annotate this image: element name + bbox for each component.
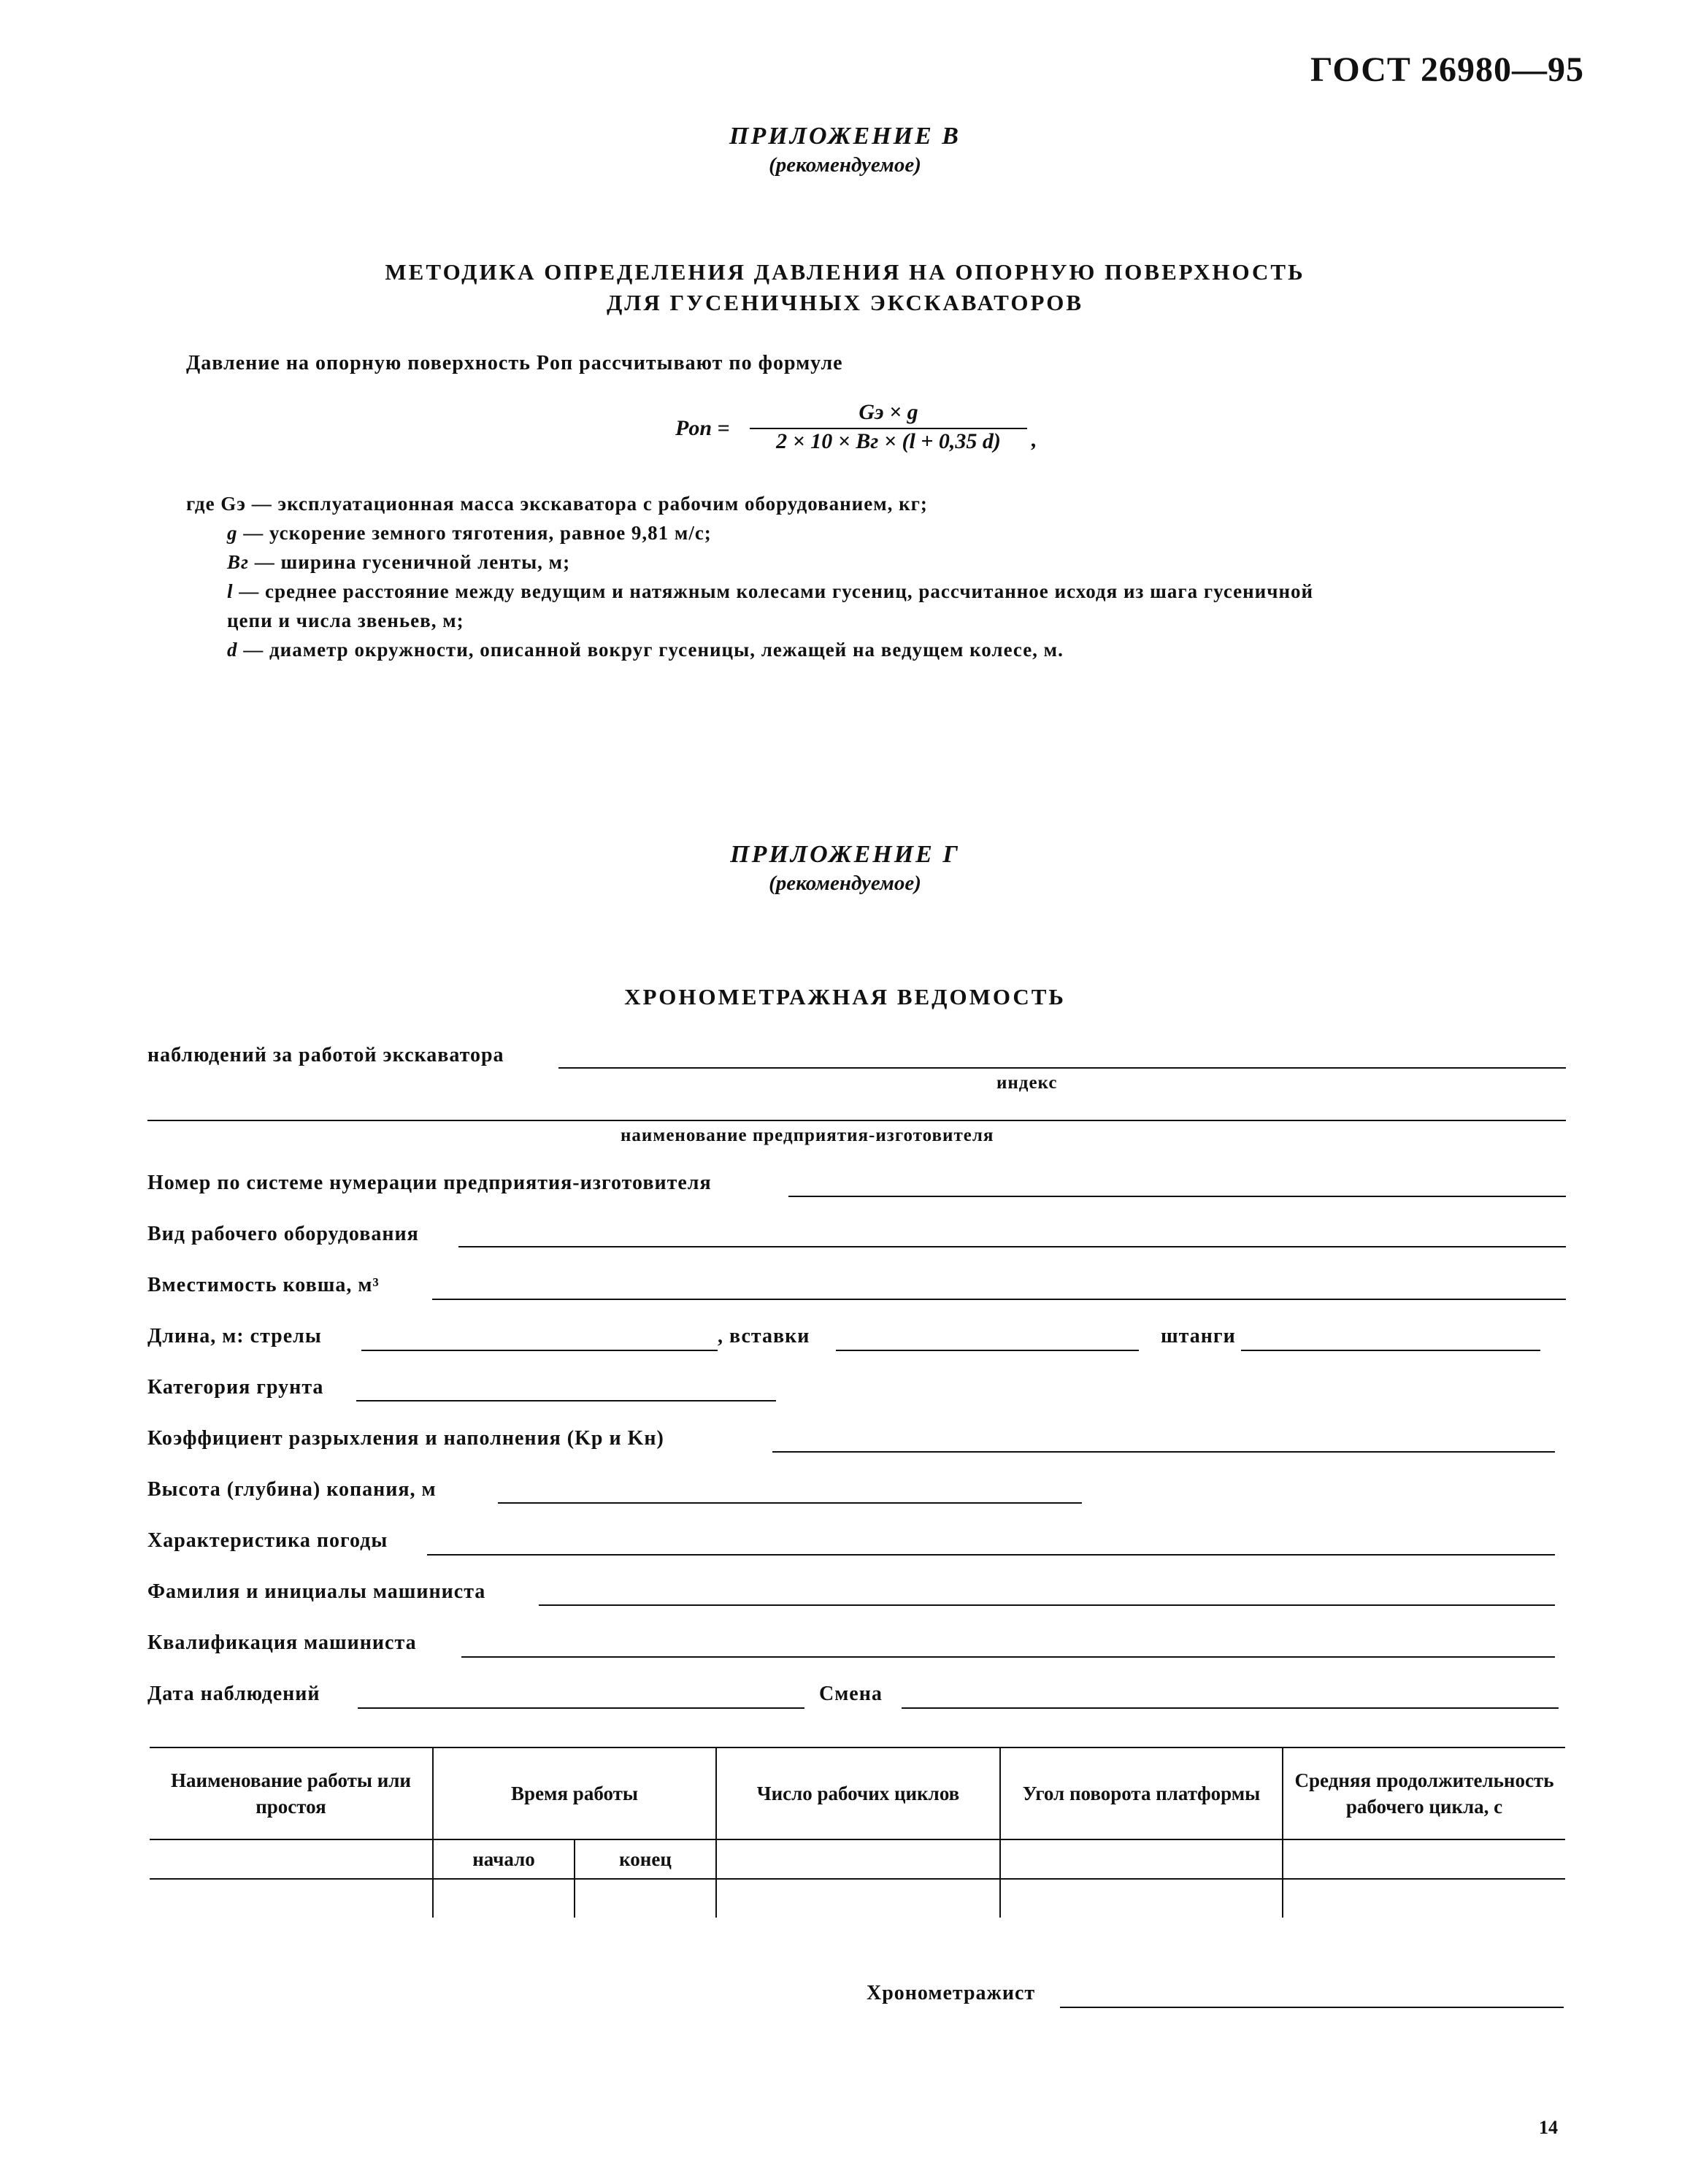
soil-category-field[interactable] — [356, 1400, 776, 1401]
header-work-time: Время работы — [433, 1747, 716, 1839]
observations-label: наблюдений за работой экскаватора — [147, 1044, 504, 1066]
appendix-g-title: ПРИЛОЖЕНИЕ Г — [730, 841, 960, 868]
timing-table — [150, 1747, 1565, 1918]
coefficient-label: Коэффициент разрыхления и наполнения (Kр и Kн) — [147, 1427, 664, 1450]
shift-field[interactable] — [902, 1707, 1559, 1709]
formula-lhs: Pоп = — [675, 416, 730, 440]
legend-item: цепи и числа звеньев, м; — [227, 610, 464, 631]
operator-name-label: Фамилия и инициалы машиниста — [147, 1580, 486, 1603]
serial-number-field[interactable] — [788, 1196, 1566, 1197]
insert-label: , вставки — [718, 1325, 810, 1347]
formula-intro: Давление на опорную поверхность Pоп рассчитывают по формуле — [186, 352, 843, 374]
appendix-b-title: ПРИЛОЖЕНИЕ В — [729, 123, 961, 150]
index-caption: индекс — [996, 1073, 1058, 1093]
formula-trail: , — [1032, 428, 1037, 452]
operator-qualification-label: Квалификация машиниста — [147, 1631, 417, 1654]
observation-date-field[interactable] — [358, 1707, 804, 1709]
appendix-b-heading-line1: МЕТОДИКА ОПРЕДЕЛЕНИЯ ДАВЛЕНИЯ НА ОПОРНУЮ ПОВЕРХНОСТЬ — [385, 259, 1305, 285]
stick-label: штанги — [1161, 1325, 1236, 1347]
header-avg-cycle-duration: Средняя продолжительность рабочего цикла, с — [1283, 1747, 1565, 1839]
table-cell[interactable] — [1283, 1879, 1565, 1918]
observation-date-label: Дата наблюдений — [147, 1683, 320, 1705]
shift-label: Смена — [819, 1683, 883, 1705]
bucket-capacity-field[interactable] — [432, 1299, 1566, 1300]
table-cell[interactable] — [1000, 1879, 1283, 1918]
serial-number-label: Номер по системе нумерации предприятия-изготовителя — [147, 1172, 712, 1194]
weather-label: Характеристика погоды — [147, 1529, 388, 1552]
digging-height-field[interactable] — [498, 1502, 1082, 1504]
appendix-b-status: (рекомендуемое) — [769, 153, 921, 177]
formula-legend — [186, 489, 1559, 664]
table-cell[interactable] — [716, 1839, 1000, 1879]
table-row — [150, 1879, 1565, 1918]
appendix-g-heading: ХРОНОМЕТРАЖНАЯ ВЕДОМОСТЬ — [624, 984, 1066, 1010]
boom-length-field[interactable] — [361, 1350, 718, 1351]
length-label: Длина, м: стрелы — [147, 1325, 322, 1347]
stick-length-field[interactable] — [1241, 1350, 1540, 1351]
operator-name-field[interactable] — [539, 1604, 1555, 1606]
coefficient-field[interactable] — [772, 1451, 1555, 1453]
legend-item: где Gэ — эксплуатационная масса экскаватора с рабочим оборудованием, кг; — [186, 493, 928, 515]
signature-field[interactable] — [1060, 2007, 1564, 2008]
legend-item: Bг — ширина гусеничной ленты, м; — [227, 551, 571, 573]
manufacturer-caption: наименование предприятия-изготовителя — [621, 1126, 994, 1145]
table-cell[interactable] — [575, 1879, 716, 1918]
formula-denominator: 2 × 10 × Bг × (l + 0,35 d) — [776, 429, 1001, 453]
table-cell[interactable] — [150, 1839, 433, 1879]
appendix-b-heading — [0, 257, 1690, 318]
table-cell[interactable] — [433, 1879, 575, 1918]
soil-category-label: Категория грунта — [147, 1376, 324, 1399]
excavator-index-field[interactable] — [558, 1067, 1566, 1069]
header-work-name: Наименование работы или простоя — [150, 1747, 433, 1839]
table-cell[interactable] — [150, 1879, 433, 1918]
formula-numerator: Gэ × g — [859, 400, 918, 424]
operator-qualification-field[interactable] — [461, 1656, 1555, 1658]
signature-label: Хронометражист — [867, 1982, 1036, 2004]
equipment-type-label: Вид рабочего оборудования — [147, 1223, 419, 1245]
header-cycle-count: Число рабочих циклов — [716, 1747, 1000, 1839]
bucket-capacity-label: Вместимость ковша, м³ — [147, 1274, 380, 1296]
manufacturer-field[interactable] — [147, 1120, 1566, 1121]
insert-length-field[interactable] — [836, 1350, 1139, 1351]
standard-number: ГОСТ 26980—95 — [1310, 50, 1584, 89]
appendix-g-status: (рекомендуемое) — [769, 872, 921, 895]
page-number: 14 — [1539, 2117, 1558, 2138]
pressure-formula — [675, 400, 1055, 458]
subheader-start: начало — [433, 1839, 575, 1879]
table-subheader-row — [150, 1839, 1565, 1879]
legend-item: l — среднее расстояние между ведущим и натяжным колесами гусениц, рассчитанное исходя из шага гусеничной — [227, 580, 1314, 602]
legend-item: d — диаметр окружности, описанной вокруг гусеницы, лежащей на ведущем колесе, м. — [227, 639, 1064, 661]
table-cell[interactable] — [716, 1879, 1000, 1918]
header-rotation-angle: Угол поворота платформы — [1000, 1747, 1283, 1839]
subheader-end: конец — [575, 1839, 716, 1879]
weather-field[interactable] — [427, 1554, 1555, 1556]
table-header-row — [150, 1747, 1565, 1839]
legend-item: g — ускорение земного тяготения, равное 9,81 м/с; — [227, 522, 712, 544]
equipment-type-field[interactable] — [458, 1246, 1566, 1247]
appendix-b-heading-line2: ДЛЯ ГУСЕНИЧНЫХ ЭКСКАВАТОРОВ — [606, 290, 1084, 315]
table-cell[interactable] — [1283, 1839, 1565, 1879]
digging-height-label: Высота (глубина) копания, м — [147, 1478, 437, 1501]
table-cell[interactable] — [1000, 1839, 1283, 1879]
